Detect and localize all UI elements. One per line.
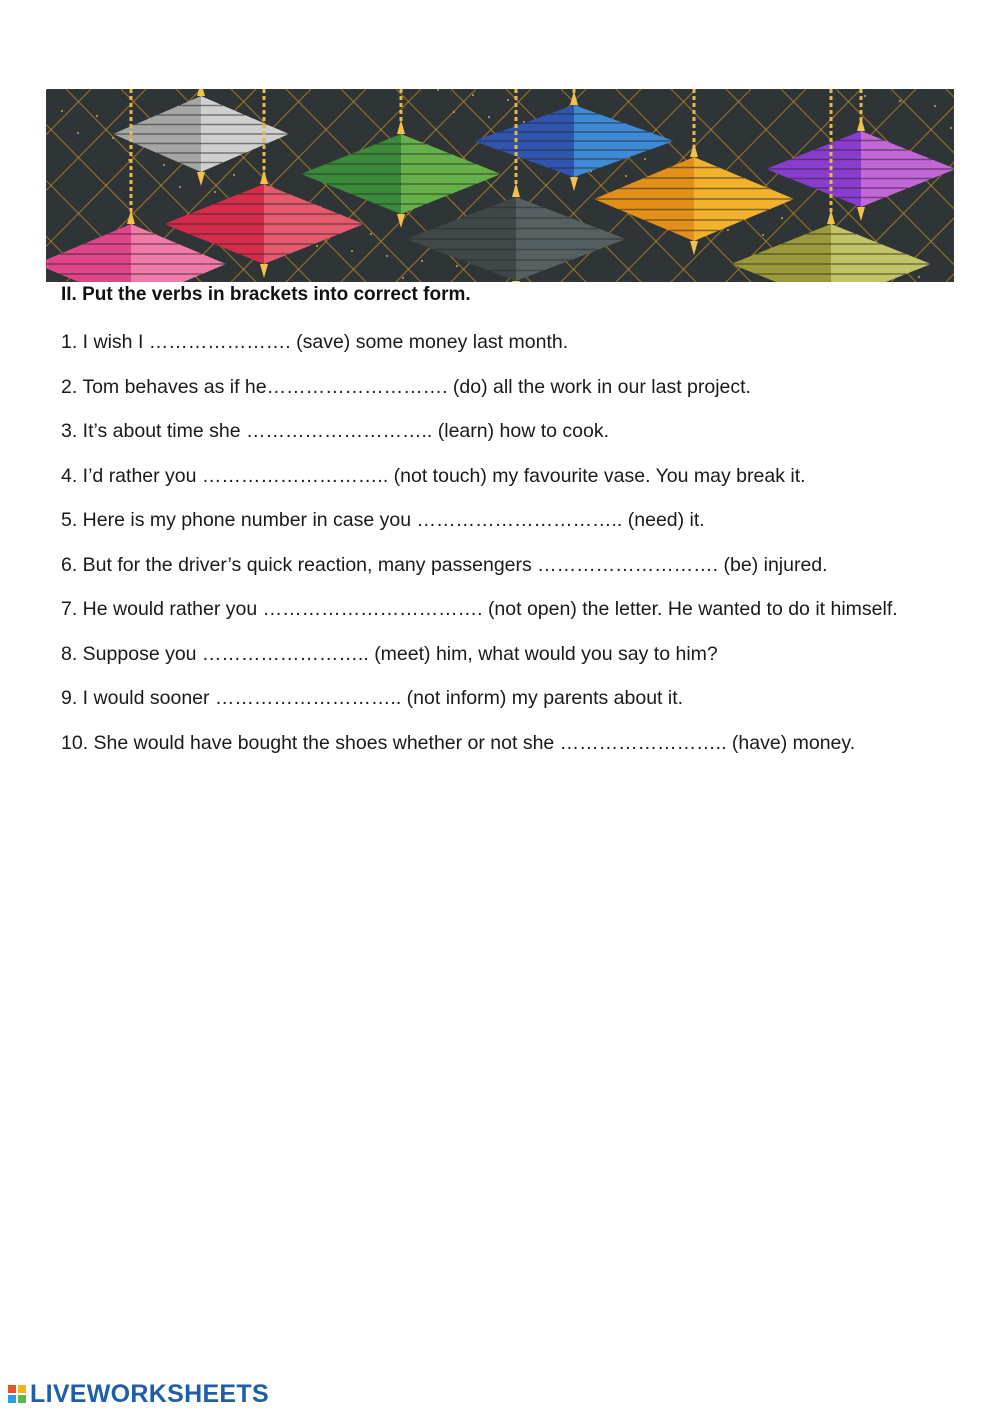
lattice-line <box>946 89 954 282</box>
star-dot <box>61 110 63 112</box>
exercise-item-3: 3. It’s about time she ……………………….. (learn) how to cook. <box>61 420 609 442</box>
star-dot <box>46 89 47 90</box>
star-dot <box>179 186 181 188</box>
exercise-list <box>61 327 941 772</box>
star-dot <box>112 137 114 139</box>
star-dot <box>727 229 729 231</box>
star-dot <box>233 174 235 176</box>
star-dot <box>934 105 936 107</box>
lantern-tip <box>857 117 865 131</box>
star-dot <box>437 89 439 91</box>
lantern-tip <box>197 172 205 186</box>
star-dot <box>472 94 474 96</box>
lantern-tip <box>827 210 835 224</box>
exercise-item-9: 9. I would sooner ……………………….. (not inform) my parents about it. <box>61 687 684 709</box>
liveworksheets-logo <box>8 1380 269 1408</box>
star-dot <box>163 164 165 166</box>
exercise-heading: II. Put the verbs in brackets into correct form. <box>61 284 471 305</box>
lantern-body <box>831 224 931 282</box>
star-dot <box>77 132 79 134</box>
lantern-tip <box>260 264 268 278</box>
lantern-tip <box>512 183 520 197</box>
exercise-item-10: 10. She would have bought the shoes whether or not she …………………….. (have) money. <box>61 731 856 754</box>
lantern-body <box>731 224 831 282</box>
lantern-tip <box>512 281 520 282</box>
lantern-tip <box>127 210 135 224</box>
lantern-tip <box>857 207 865 221</box>
lantern-tip <box>397 214 405 228</box>
star-dot <box>214 191 216 193</box>
star-dot <box>899 100 901 102</box>
star-dot <box>96 115 98 117</box>
decorative-banner <box>46 89 954 282</box>
star-dot <box>644 158 646 160</box>
star-dot <box>370 233 372 235</box>
exercise-item-7: 7. He would rather you ……………………………. (not open) the letter. He wanted to do it himself. <box>61 598 898 620</box>
lantern-illustration <box>46 89 954 282</box>
exercise-item-1: 1. I wish I …………………. (save) some money last month. <box>61 331 569 353</box>
logo-squares-icon <box>8 1385 26 1403</box>
lantern-tip <box>260 170 268 184</box>
star-dot <box>864 95 866 97</box>
star-dot <box>625 175 627 177</box>
star-dot <box>402 277 404 279</box>
exercise-item-2: 2. Tom behaves as if he………………………. (do) all the work in our last project. <box>61 375 751 398</box>
lantern-tip <box>690 241 698 255</box>
star-dot <box>453 111 455 113</box>
lantern-tip <box>397 120 405 134</box>
lattice-line <box>946 89 954 282</box>
lantern-tip <box>197 89 205 96</box>
star-dot <box>456 265 458 267</box>
star-dot <box>488 116 490 118</box>
exercise-item-6: 6. But for the driver’s quick reaction, many passengers ………………………. (be) injured. <box>61 553 828 576</box>
logo-text: LIVEWORKSHEETS <box>30 1379 269 1408</box>
star-dot <box>762 234 764 236</box>
star-dot <box>421 260 423 262</box>
star-dot <box>781 217 783 219</box>
lantern-tip <box>570 177 578 191</box>
star-dot <box>918 276 920 278</box>
star-dot <box>950 127 952 129</box>
exercise-item-5: 5. Here is my phone number in case you ………………………….. (need) it. <box>61 509 705 531</box>
star-dot <box>507 99 509 101</box>
star-dot <box>351 250 353 252</box>
exercise-item-4: 4. I’d rather you ……………………….. (not touch) my favourite vase. You may break it. <box>61 464 806 487</box>
star-dot <box>386 255 388 257</box>
exercise-item-8: 8. Suppose you …………………….. (meet) him, what would you say to him? <box>61 642 718 665</box>
star-dot <box>316 245 318 247</box>
